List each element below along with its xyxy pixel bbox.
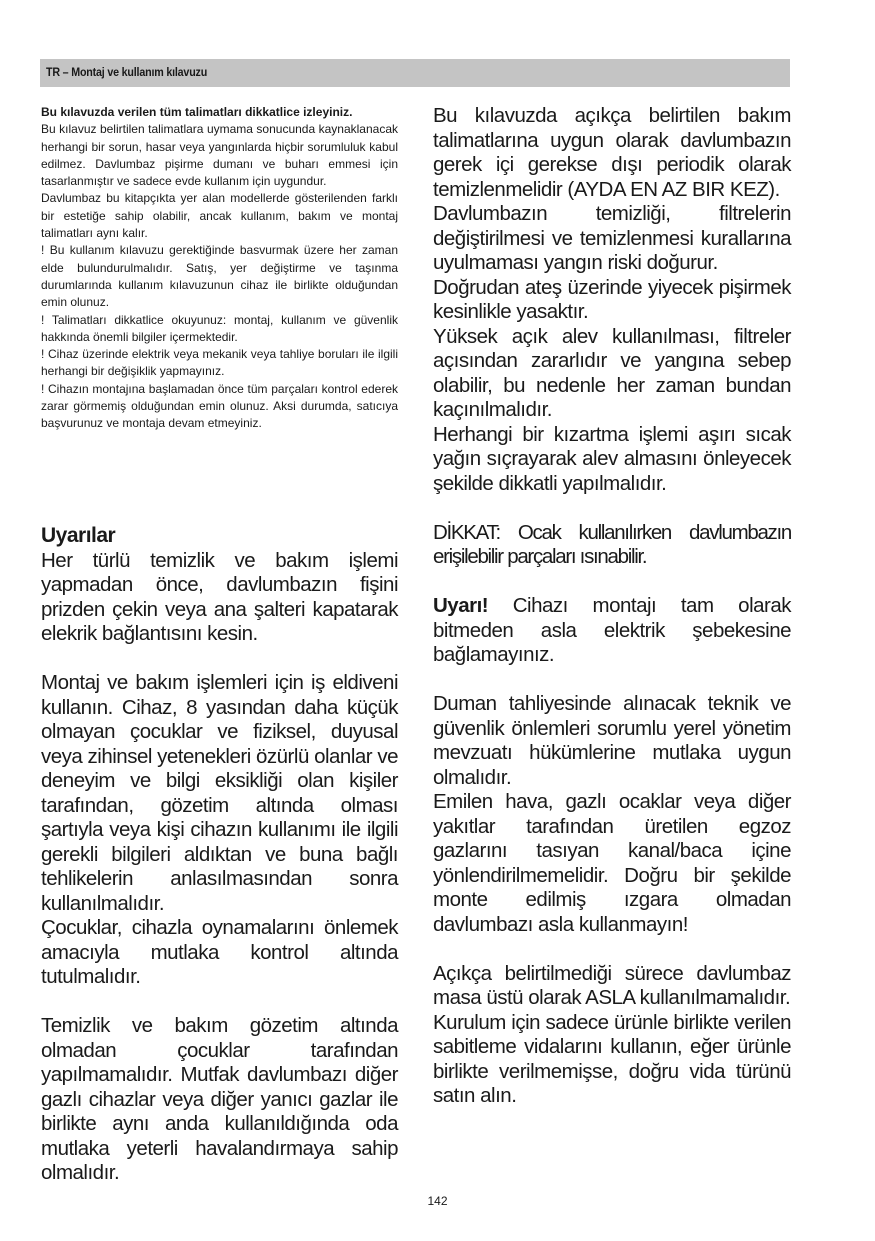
intro-title: Bu kılavuzda verilen tüm talimatları dikkatlice izleyiniz. [41,105,353,119]
warning-note [433,594,791,668]
header-bar [40,59,790,87]
body-paragraph: Bu kılavuzda açıkça belirtilen bakım talimatlarına uygun olarak davlumbazın gerek içi gerekse dışı periodik olarak temizlenmelidir (AYDA EN AZ BIR KEZ). [433,104,791,201]
page-number: 142 [427,1194,448,1208]
intro-paragraph: ! Cihazın montajına başlamadan önce tüm parçaları kontrol ederek zarar görmemiş olduğundan emin olunuz. Aksi durumda, satıcıya başvurunuz ve montaja devam etmeyiniz. [41,381,398,431]
intro-paragraph: ! Talimatları dikkatlice okuyunuz: montaj, kullanım ve güvenlik hakkında önemli bilgiler içermektedir. [41,312,398,344]
warnings-heading: Uyarılar [41,524,116,547]
right-column [433,104,791,1109]
intro-section [41,104,398,433]
warning-note-text: Cihazı montajı tam olarak bitmeden asla elektrik şebekesine bağlamayınız. [433,594,791,666]
body-paragraph: Davlumbazın temizliği, filtrelerin değiştirilmesi ve temizlenmesi kurallarına uyulmaması yangın riski doğurur. [433,202,791,274]
warning-paragraph: Çocuklar, cihazla oynamalarını önlemek amacıyla mutlaka kontrol altında tutulmalıdır. [41,916,398,988]
warning-paragraph: Temizlik ve bakım gözetim altında olmadan çocuklar tarafından yapılmamalıdır. Mutfak davlumbazı diğer gazlı cihazlar veya diğer yanıcı gazlar ile birlikte aynı anda kullanıldığında oda mutlaka yeterli havalandırmaya sahip olmalıdır. [41,1014,398,1184]
body-paragraph: Duman tahliyesinde alınacak teknik ve güvenlik önlemleri sorumlu yerel yönetim mevzuatı hükümlerine mutlaka uygun olmalıdır. [433,692,791,789]
header-title: TR – Montaj ve kullanım kılavuzu [46,67,208,79]
body-paragraph: Herhangi bir kızartma işlemi aşırı sıcak yağın sıçrayarak alev almasını önleyecek şekilde dikkatli yapılmalıdır. [433,422,791,495]
warning-paragraph: Her türlü temizlik ve bakım işlemi yapmadan önce, davlumbazın fişini prizden çekin veya ana şalteri kapatarak elekrik bağlantısını kesin. [41,548,398,645]
body-paragraph: Emilen hava, gazlı ocaklar veya diğer yakıtlar tarafından üretilen egzoz gazlarını tasıyan kanal/baca içine yönlendirilmemelidir. Doğru bir şekilde monte edilmiş ızgara olmadan davlumbazı asla kullanmayın! [433,790,791,936]
body-paragraph: Yüksek açık alev kullanılması, filtreler açısından zararlıdır ve yangına sebep olabilir, bu nedenle her zaman bundan kaçınılmalıdır. [433,324,791,421]
warning-label: Uyarı! [433,594,489,617]
warnings-section [41,524,398,1186]
body-paragraph: Açıkça belirtilmediği sürece davlumbaz masa üstü olarak ASLA kullanılmamalıdır. [433,961,791,1009]
caution-paragraph: DİKKAT: Ocak kullanılırken davlumbazın erişilebilir parçaları ısınabilir. [433,520,791,568]
warning-paragraph: Montaj ve bakım işlemleri için iş eldiveni kullanın. Cihaz, 8 yasından daha küçük olmayan çocuklar ve fiziksel, duyusal veya zihinsel yetenekleri özürlü olanlar ve deneyim ve bilgi eksikliği olan kişiler tarafından, gözetim altında olması şartıyla veya kişi cihazın kullanımı ile ilgili gerekli bilgileri aldıktan ve buna bağlı tehlikelerin anlasılmasından sonra kullanılmalıdır. [41,671,398,915]
intro-paragraph: ! Cihaz üzerinde elektrik veya mekanik veya tahliye boruları ile ilgili herhangi bir değişiklik yapmayınız. [41,347,398,379]
body-paragraph: Kurulum için sadece ürünle birlikte verilen sabitleme vidalarını kullanın, eğer ürünle birlikte verilmemişse, doğru vida türünü satın alın. [433,1010,791,1107]
intro-paragraph: Bu kılavuz belirtilen talimatlara uymama sonucunda kaynaklanacak herhangi bir sorun, hasar veya yangınlarda hiçbir sorumluluk kabul edilmez. Davlumbaz pişirme dumanı ve buharı emmesi için tasarlanmıştır ve sadece evde kullanım için uygundur. [41,122,398,189]
body-paragraph: Doğrudan ateş üzerinde yiyecek pişirmek kesinlikle yasaktır. [433,275,791,323]
intro-paragraph: Davlumbaz bu kitapçıkta yer alan modellerde gösterilenden farklı bir estetiğe sahip olabilir, ancak kullanım, bakım ve montaj talimatları aynı kalır. [41,191,398,241]
intro-paragraph: ! Bu kullanım kılavuzu gerektiğinde basvurmak üzere her zaman elde bulundurulmalıdır. Satış, yer değiştirme ve taşınma durumlarında kullanım kılavuzunun cihaz ile birlikte olduğundan emin olunuz. [41,243,398,310]
